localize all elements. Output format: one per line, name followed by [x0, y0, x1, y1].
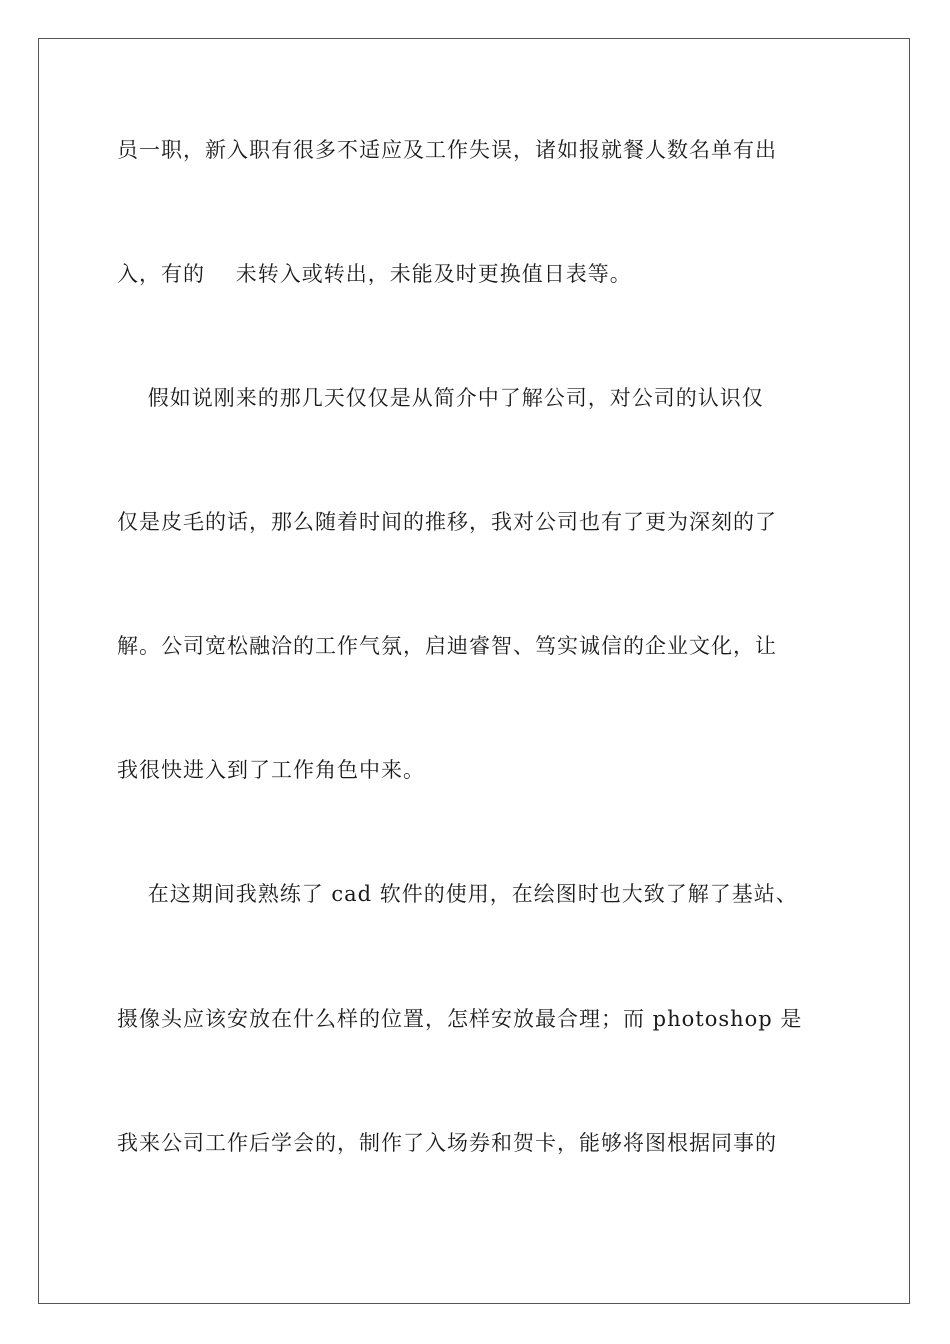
text-line: 摄像头应该安放在什么样的位置，怎样安放最合理；而 photoshop 是	[117, 1007, 803, 1031]
text-line: 入，有的 未转入或转出，未能及时更换值日表等。	[117, 262, 632, 286]
text-line: 员一职，新入职有很多不适应及工作失误，诸如报就餐人数名单有出	[117, 138, 777, 162]
page-border	[38, 38, 910, 1304]
text-line: 我来公司工作后学会的，制作了入场券和贺卡，能够将图根据同事的	[117, 1131, 777, 1155]
paragraph-start-line: 在这期间我熟练了 cad 软件的使用，在绘图时也大致了解了基站、	[117, 882, 798, 906]
paragraph-start-line: 假如说刚来的那几天仅仅是从简介中了解公司，对公司的认识仅	[117, 386, 764, 410]
text-line: 解。公司宽松融洽的工作气氛，启迪睿智、笃实诚信的企业文化，让	[117, 634, 777, 658]
text-line: 仅是皮毛的话，那么随着时间的推移，我对公司也有了更为深刻的了	[117, 510, 777, 534]
text-line: 我很快进入到了工作角色中来。	[117, 758, 425, 782]
